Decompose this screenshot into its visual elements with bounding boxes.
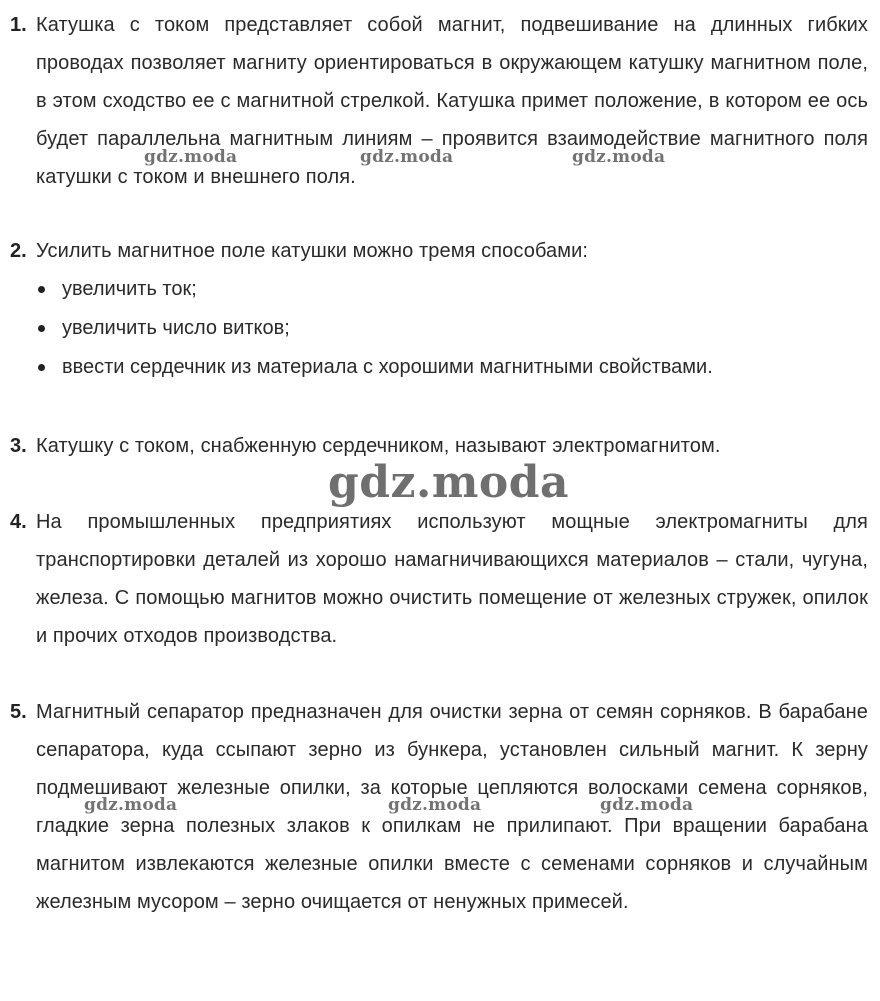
bullet-item bbox=[36, 270, 868, 309]
answer-item-1 bbox=[10, 6, 868, 196]
answer-item-2 bbox=[10, 232, 868, 387]
item-number: 3. bbox=[10, 435, 27, 457]
bullet-dot-icon bbox=[38, 364, 45, 371]
item-number: 2. bbox=[10, 240, 27, 262]
bullet-item bbox=[36, 309, 868, 348]
bullet-text: увеличить ток; bbox=[62, 278, 197, 300]
item-number: 1. bbox=[10, 14, 27, 36]
bullet-dot-icon bbox=[38, 325, 45, 332]
watermark: gdz.moda bbox=[144, 147, 238, 167]
watermark-large: gdz.moda bbox=[328, 457, 570, 508]
answer-item-4 bbox=[10, 503, 868, 655]
item-text: На промышленных предприятиях используют мощные электромагниты для транспортировки деталей из хорошо намагничивающихся материалов – стали, чугуна, железа. С помощью магнитов можно очистить помещение от железных стружек, опилок и прочих отходов производства. bbox=[36, 511, 868, 647]
item-text: Катушка с током представляет собой магнит, подвешивание на длинных гибких проводах позволяет магниту ориентироваться в окружающем катушку магнитном поле, в этом сходство ее с магнитной стрелкой. Катушка примет положение, в котором ее ось будет параллельна магнитным линиям – проявится взаимодействие магнитного поля катушки с током и внешнего поля. bbox=[36, 14, 868, 188]
watermark: gdz.moda bbox=[360, 147, 454, 167]
bullet-text: увеличить число витков; bbox=[62, 317, 290, 339]
watermark: gdz.moda bbox=[388, 795, 482, 815]
bullet-text: ввести сердечник из материала с хорошими магнитными свойствами. bbox=[62, 356, 713, 378]
item-number: 5. bbox=[10, 701, 27, 723]
item-text: Катушку с током, снабженную сердечником, называют электромагнитом. bbox=[36, 435, 721, 457]
item-text: Магнитный сепаратор предназначен для очистки зерна от семян сорняков. В барабане сепаратора, куда ссыпают зерно из бункера, установлен сильный магнит. К зерну подмешивают железные опилки, за которые цепляются волосками семена сорняков, гладкие зерна полезных злаков к опилкам не прилипают. При вращении барабана магнитом извлекаются железные опилки вместе с семенами сорняков и случайным железным мусором – зерно очищается от ненужных примесей. bbox=[36, 701, 868, 913]
watermark: gdz.moda bbox=[572, 147, 666, 167]
item-text: Усилить магнитное поле катушки можно тремя способами: bbox=[36, 240, 589, 262]
watermark: gdz.moda bbox=[600, 795, 694, 815]
bullet-list bbox=[36, 270, 868, 387]
item-number: 4. bbox=[10, 511, 27, 533]
watermark: gdz.moda bbox=[84, 795, 178, 815]
bullet-dot-icon bbox=[38, 286, 45, 293]
bullet-item bbox=[36, 348, 868, 387]
